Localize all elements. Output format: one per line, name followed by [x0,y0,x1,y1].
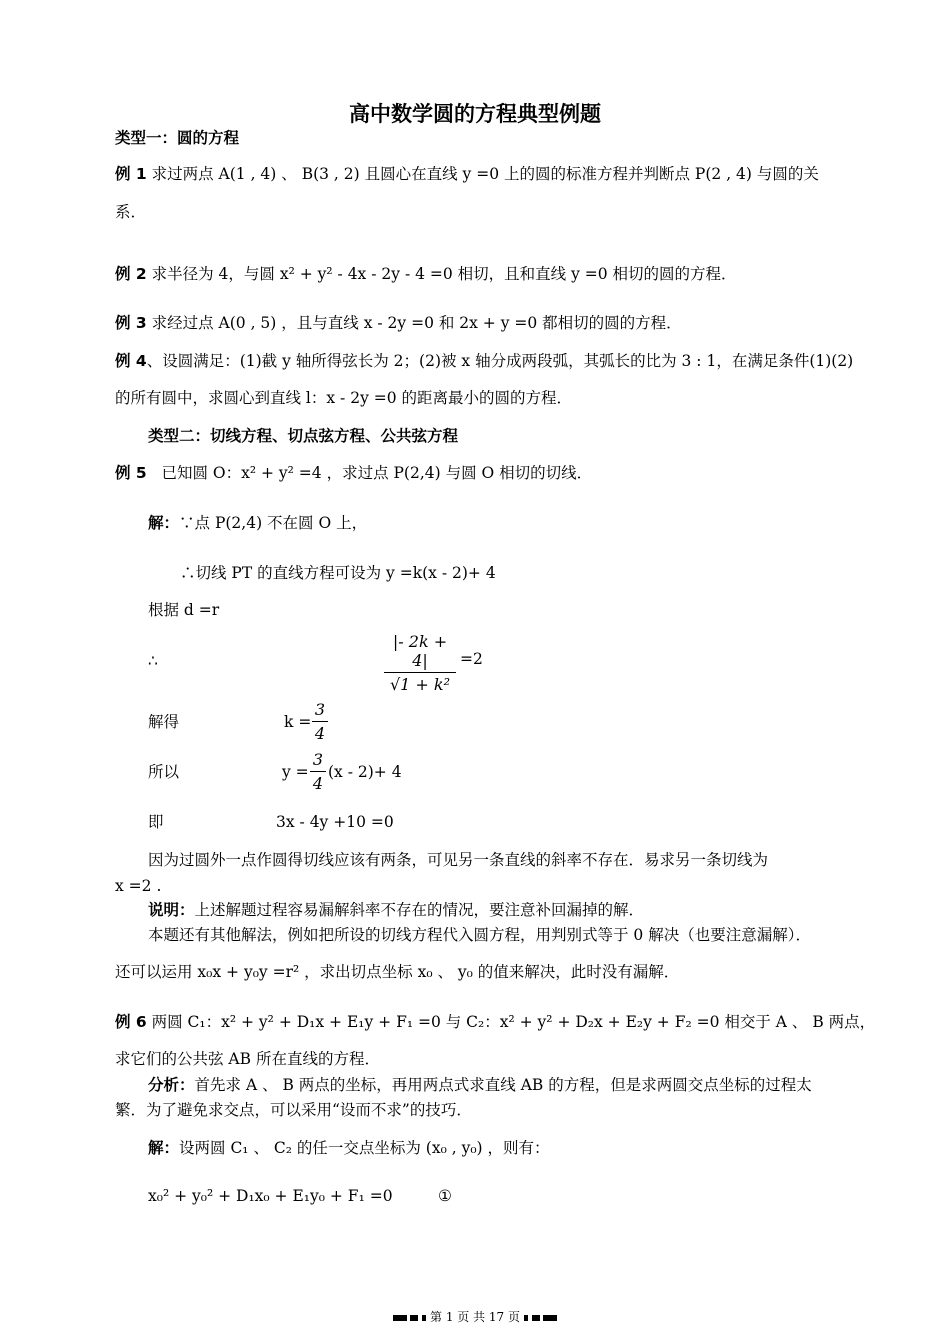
solution-5-line8: 因为过圆外一点作圆得切线应该有两条，可见另一条直线的斜率不存在．易求另一条切线为 [148,851,769,869]
example-text: 求过两点 A(1 , 4) 、 B(3 , 2) 且圆心在直线 y =0 上的圆的标准方程并判断点 P(2 , 4) 与圆的关 [151,165,819,183]
analysis-6-cont: 繁．为了避免求交点，可以采用“设而不求”的技巧． [115,1101,472,1119]
example-6-cont: 求它们的公共弦 AB 所在直线的方程． [115,1050,380,1068]
fraction-denominator: 4 [314,724,326,743]
page-number: 第 1 页 共 17 页 [430,1310,520,1324]
slope-fraction [310,750,326,793]
ie-label: 即 [148,813,164,831]
note-5-line2: 本题还有其他解法，例如把所设的切线方程代入圆方程，用判别式等于 0 解决（也要注意漏解）． [148,926,811,944]
distance-fraction [384,632,456,694]
solution-6 [148,1138,550,1158]
note-label: 说明： [148,901,195,919]
fraction-numerator: |- 2k + 4| [392,632,448,670]
example-1-cont: 系． [115,203,147,221]
example-6 [115,1012,875,1032]
fraction-bar [384,672,456,673]
solution-5-line2: ∴切线 PT 的直线方程可设为 y =k(x - 2)+ 4 [180,564,496,582]
solution-text: 设两圆 C₁ 、 C₂ 的任一交点坐标为 (x₀ , y₀) ，则有： [179,1139,550,1157]
example-label: 例 3 [115,314,147,332]
example-5 [115,463,592,483]
section-heading-type1: 类型一：圆的方程 [115,129,240,147]
fraction-numerator: 3 [312,750,324,769]
distance-equals: =2 [460,650,483,668]
page-title: 高中数学圆的方程典型例题 [349,102,601,126]
example-label: 例 4 [115,352,147,370]
section-heading-type2: 类型二：切线方程、切点弦方程、公共弦方程 [148,427,459,445]
example-text: 求半径为 4，与圆 x² + y² - 4x - 2y - 4 =0 相切，且和直线 y =0 相切的圆的方程． [151,265,737,283]
example-text: 已知圆 O：x² + y² =4 ，求过点 P(2,4) 与圆 O 相切的切线． [161,464,593,482]
solution-label: 解： [148,1139,180,1157]
k-fraction [312,700,328,743]
therefore-symbol: ∴ [148,652,158,670]
fraction-denominator: 4 [312,774,324,793]
k-lhs: k = [284,713,312,731]
y-lhs: y = [282,763,309,781]
footer-decor [532,1315,540,1321]
solution-5-line8b: x =2 . [115,877,162,895]
so-label: 所以 [148,763,180,781]
example-4-cont: 的所有圆中，求圆心到直线 l：x - 2y =0 的距离最小的圆的方程． [115,389,573,407]
footer-decor [410,1315,418,1321]
example-label: 例 6 [115,1013,147,1031]
example-text: 两圆 C₁：x² + y² + D₁x + E₁y + F₁ =0 与 C₂：x² + y² + D₂x + E₂y + F₂ =0 相交于 A 、 B 两点， [151,1013,876,1031]
example-1 [115,164,819,184]
page-footer [0,1308,950,1325]
solution-label: 解： [148,514,180,532]
analysis-6 [148,1075,812,1095]
analysis-label: 分析： [148,1076,195,1094]
fraction-bar [310,771,326,772]
footer-decor [422,1315,426,1321]
solution-text: ∵点 P(2,4) 不在圆 O 上， [179,514,368,532]
example-label: 例 5 [115,464,147,482]
analysis-text: 首先求 A 、 B 两点的坐标，再用两点式求直线 AB 的方程，但是求两圆交点坐标的过程太 [194,1076,812,1094]
example-text: 求经过点 A(0 , 5) ，且与直线 x - 2y =0 和 2x + y =0 都相切的圆的方程． [151,314,682,332]
y-rhs: (x - 2)+ 4 [328,763,402,781]
footer-decor [393,1315,407,1321]
solve-label: 解得 [148,713,180,731]
equation-1: x₀² + y₀² + D₁x₀ + E₁y₀ + F₁ =0 [148,1187,393,1205]
solution-5-line3: 根据 d =r [148,601,220,619]
example-3 [115,313,682,333]
solution-5-line1 [148,513,367,533]
note-text: 上述解题过程容易漏解斜率不存在的情况，要注意补回漏掉的解． [194,901,645,919]
example-label: 例 1 [115,165,147,183]
fraction-denominator: √1 + k² [389,675,451,694]
note-5-line3: 还可以运用 x₀x + y₀y =r² ，求出切点坐标 x₀ 、 y₀ 的值来解决，此时没有漏解． [115,963,680,981]
footer-decor [543,1315,557,1321]
note-5 [148,900,644,920]
fraction-numerator: 3 [314,700,326,719]
fraction-bar [312,721,328,722]
equation-marker: ① [438,1187,452,1205]
footer-decor [524,1315,528,1321]
example-2 [115,264,737,284]
example-label: 例 2 [115,265,147,283]
example-text: 、设圆满足：(1)截 y 轴所得弦长为 2；(2)被 x 轴分成两段弧，其弧长的比为 3 : 1，在满足条件(1)(2) [146,352,854,370]
example-4 [115,351,853,371]
tangent-equation: 3x - 4y +10 =0 [276,813,394,831]
